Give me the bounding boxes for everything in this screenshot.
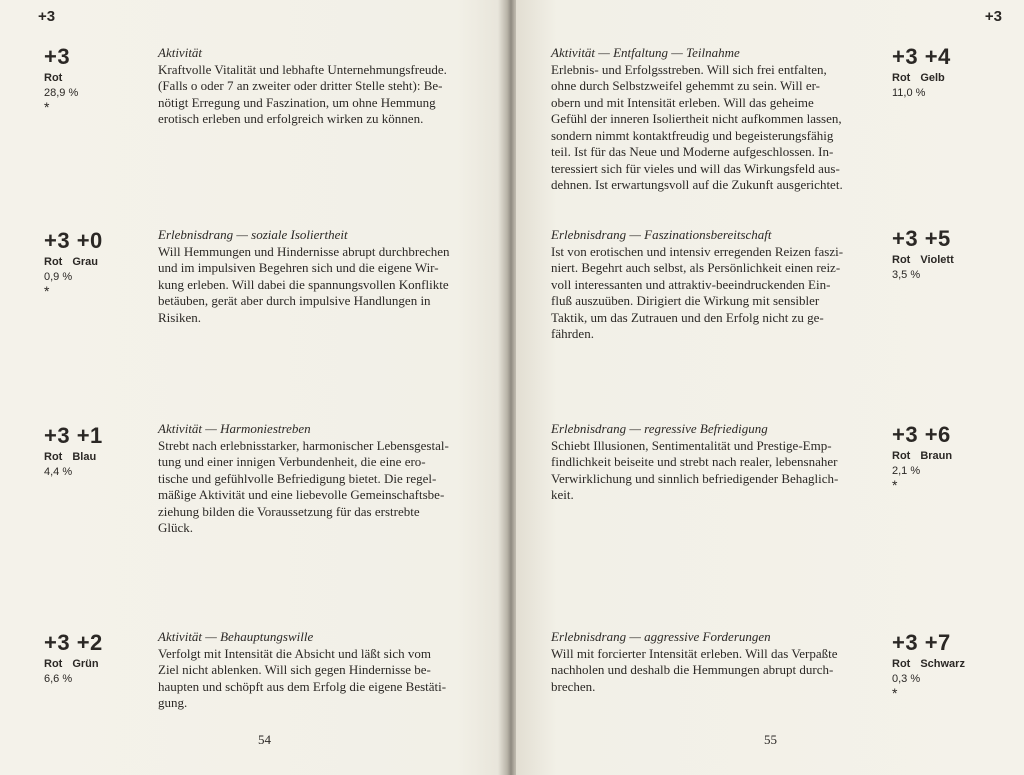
color-names — [44, 256, 103, 269]
color-code: +3 +2 — [44, 630, 103, 655]
color-name: Rot — [892, 658, 911, 671]
text-line: teil. Ist für das Neue und Moderne aufgeschlossen. In- — [551, 144, 834, 159]
entry-text — [158, 421, 484, 537]
text-line: (Falls o oder 7 an zweiter oder dritter Stelle steht): Be- — [158, 78, 443, 93]
entry-text — [551, 45, 873, 194]
color-names — [44, 72, 78, 85]
text-line: voll interessanten und attraktiv-beeindruckenden Ein- — [551, 276, 831, 292]
entry-text — [158, 45, 484, 128]
color-names — [44, 451, 103, 464]
text-line: keit. — [551, 487, 574, 502]
percentage: 0,9 % — [44, 270, 73, 283]
color-name: Rot — [892, 450, 911, 463]
color-name: Schwarz — [920, 658, 965, 671]
color-code-block — [44, 228, 103, 298]
text-line: Taktik, um das Zutrauen und den Erfolg nicht zu ge- — [551, 309, 824, 325]
color-name: Rot — [44, 72, 63, 85]
color-code-block — [892, 226, 954, 282]
text-line: teressiert sich für vieles und will das Wirkungsfeld aus- — [551, 160, 840, 176]
text-line: tung und einer innigen Verbundenheit, die eine ero- — [158, 454, 426, 469]
page-header-code: +3 — [984, 8, 1002, 25]
text-line: sondern nimmt kontaktfreudig und begeisterungsfähig — [551, 127, 834, 143]
text-line: betäuben, gerät aber durch impulsive Handlungen in — [158, 293, 431, 308]
entry-title: Aktivität — Entfaltung — Teilnahme — [551, 45, 740, 60]
text-line: Will Hemmungen und Hindernisse abrupt durchbrechen — [158, 243, 450, 259]
percentage: 11,0 % — [892, 86, 926, 99]
text-line: nachholen und deshalb die Hemmungen abrupt durch- — [551, 662, 834, 677]
text-line: fährden. — [551, 326, 594, 341]
page-header-code: +3 — [38, 8, 56, 25]
page-number: 55 — [764, 732, 777, 747]
color-code-block — [44, 630, 103, 686]
color-code: +3 +1 — [44, 423, 103, 448]
text-line: Erlebnis- und Erfolgsstreben. Will sich frei entfalten, — [551, 61, 827, 77]
color-code: +3 +6 — [892, 422, 951, 447]
text-line: fluß auszuüben. Dirigiert die Wirkung mit sensibler — [551, 293, 820, 308]
entry-text — [551, 421, 873, 504]
text-line: ohne durch Selbstzweifel gehemmt zu sein. Will er- — [551, 78, 821, 93]
left-page — [0, 0, 508, 775]
color-name: Violett — [920, 254, 954, 267]
entry-text — [551, 629, 873, 695]
color-code-block — [892, 44, 951, 100]
color-code-block — [892, 422, 952, 492]
text-line: Strebt nach erlebnisstarker, harmonischer Lebensgestal- — [158, 437, 449, 453]
color-name: Grau — [72, 256, 99, 269]
text-line: haupten und schöpft aus dem Erfolg die eigene Bestäti- — [158, 678, 447, 694]
color-code: +3 +4 — [892, 44, 951, 69]
color-code-block — [44, 44, 78, 114]
color-names — [892, 254, 954, 267]
color-names — [892, 658, 965, 671]
color-name: Rot — [892, 72, 911, 85]
entry-title: Erlebnisdrang — aggressive Forderungen — [551, 629, 771, 644]
color-name: Rot — [44, 256, 63, 269]
color-name: Rot — [44, 451, 63, 464]
color-code-block — [892, 630, 965, 700]
text-line: erotisch erleben und erfolgreich wirken zu können. — [158, 111, 424, 126]
text-line: findlichkeit beiseite und strebt nach realer, lebensnaher — [551, 454, 838, 469]
percentage: 4,4 % — [44, 465, 73, 478]
text-line: obern und mit Intensität erleben. Will das geheime — [551, 94, 814, 110]
color-names — [892, 450, 952, 463]
entry-title: Erlebnisdrang — regressive Befriedigung — [551, 421, 768, 436]
text-line: Gefühl der inneren Isoliertheit nicht aufkommen lassen, — [551, 111, 842, 126]
percentage: 2,1 % — [892, 464, 921, 477]
text-line: niert. Begehrt auch selbst, als Persönlichkeit einen reiz- — [551, 260, 841, 275]
text-line: Will mit forcierter Intensität erleben. Will das Verpaßte — [551, 645, 838, 661]
entry-text — [158, 629, 484, 712]
asterisk-mark: * — [892, 684, 898, 701]
color-name: Grün — [72, 658, 99, 671]
color-code: +3 +0 — [44, 228, 103, 253]
color-name: Braun — [920, 450, 953, 463]
text-line: ziehung bilden die Voraussetzung für das erstrebte — [158, 503, 420, 519]
entry-text — [551, 227, 873, 343]
color-name: Blau — [72, 451, 97, 464]
color-name: Rot — [44, 658, 63, 671]
entry-text — [158, 227, 484, 326]
text-line: Ziel nicht ablenken. Will sich gegen Hindernisse be- — [158, 662, 431, 677]
page-number: 54 — [258, 732, 271, 747]
text-line: Ist von erotischen und intensiv erregenden Reizen faszi- — [551, 243, 844, 259]
color-code: +3 +7 — [892, 630, 951, 655]
asterisk-mark: * — [44, 282, 50, 299]
text-line: Kraftvolle Vitalität und lebhafte Unternehmungsfreude. — [158, 61, 447, 77]
entry-title: Aktivität — [158, 45, 203, 60]
color-name: Gelb — [920, 72, 945, 85]
entry-title: Aktivität — Harmoniestreben — [158, 421, 311, 436]
percentage: 3,5 % — [892, 268, 921, 281]
text-line: Glück. — [158, 520, 194, 535]
text-line: dehnen. Ist erwartungsvoll auf die Zukunft ausgerichtet. — [551, 177, 843, 192]
color-names — [44, 658, 103, 671]
entry-title: Erlebnisdrang — Faszinationsbereitschaft — [551, 227, 772, 242]
entry-title: Erlebnisdrang — soziale Isoliertheit — [158, 227, 348, 242]
percentage: 28,9 % — [44, 86, 79, 99]
text-line: nötigt Erregung und Faszination, um ohne Hemmung — [158, 94, 436, 110]
text-line: Verfolgt mit Intensität die Absicht und läßt sich vom — [158, 645, 431, 661]
text-line: tische und gefühlvolle Befriedigung bietet. Die regel- — [158, 470, 437, 486]
text-line: brechen. — [551, 678, 596, 694]
text-line: Schiebt Illusionen, Sentimentalität und Prestige-Emp- — [551, 437, 832, 453]
asterisk-mark: * — [892, 476, 898, 493]
text-line: Verwirklichung und sinnlich befriedigender Behaglich- — [551, 470, 839, 486]
percentage: 0,3 % — [892, 672, 921, 685]
text-line: kung erleben. Will dabei die spannungsvollen Konflikte — [158, 276, 449, 292]
right-page — [516, 0, 1024, 775]
color-name: Rot — [892, 254, 911, 267]
text-line: und im impulsiven Begehren sich und die eigene Wir- — [158, 260, 439, 275]
entry-title: Aktivität — Behauptungswille — [158, 629, 314, 644]
text-line: gung. — [158, 695, 188, 710]
text-line: Risiken. — [158, 309, 201, 325]
color-names — [892, 72, 951, 85]
color-code: +3 +5 — [892, 226, 951, 251]
text-line: mäßige Aktivität und eine liebevolle Gemeinschaftsbe- — [158, 487, 445, 502]
color-code-block — [44, 423, 103, 479]
percentage: 6,6 % — [44, 672, 73, 685]
color-code: +3 — [44, 44, 71, 69]
asterisk-mark: * — [44, 98, 50, 115]
